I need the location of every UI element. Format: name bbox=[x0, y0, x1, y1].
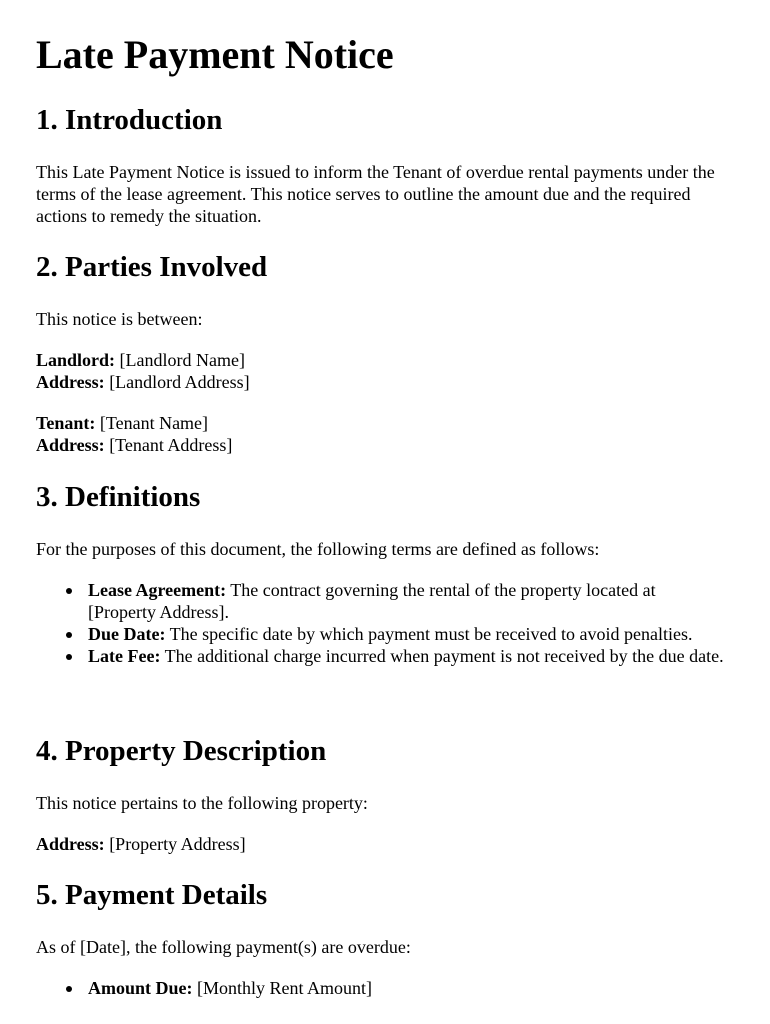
definition-text: The contract governing the rental of the property located at [Property Address]. bbox=[88, 580, 656, 622]
tenant-address: [Tenant Address] bbox=[104, 435, 233, 455]
bullet-icon bbox=[66, 986, 72, 992]
payment-term: Amount Due: bbox=[88, 978, 193, 998]
document-title: Late Payment Notice bbox=[36, 32, 394, 77]
bullet-icon bbox=[66, 654, 72, 660]
payment-list bbox=[36, 977, 736, 999]
landlord-name: [Landlord Name] bbox=[115, 350, 245, 370]
property-address-line bbox=[36, 833, 736, 855]
section-heading-definitions: 3. Definitions bbox=[36, 481, 201, 513]
tenant-name: [Tenant Name] bbox=[95, 413, 209, 433]
list-item bbox=[36, 977, 728, 999]
definition-term: Late Fee: bbox=[88, 646, 161, 666]
property-address-label: Address: bbox=[36, 834, 105, 854]
section-heading-introduction: 1. Introduction bbox=[36, 104, 223, 136]
landlord-block bbox=[36, 349, 736, 393]
section-heading-payment: 5. Payment Details bbox=[36, 879, 268, 911]
section-heading-property: 4. Property Description bbox=[36, 735, 327, 767]
introduction-paragraph: This Late Payment Notice is issued to inform the Tenant of overdue rental payments under the terms of the lease agreement. This notice serves to outline the amount due and the required actions to remedy the situation. bbox=[36, 162, 715, 226]
definitions-list bbox=[36, 579, 736, 667]
parties-intro: This notice is between: bbox=[36, 309, 203, 329]
definition-term: Lease Agreement: bbox=[88, 580, 227, 600]
property-address: [Property Address] bbox=[104, 834, 246, 854]
tenant-address-label: Address: bbox=[36, 435, 105, 455]
section-heading-parties: 2. Parties Involved bbox=[36, 251, 268, 283]
payment-value: [Monthly Rent Amount] bbox=[192, 978, 373, 998]
landlord-address: [Landlord Address] bbox=[104, 372, 250, 392]
property-intro: This notice pertains to the following property: bbox=[36, 793, 368, 813]
bullet-icon bbox=[66, 588, 72, 594]
definition-term: Due Date: bbox=[88, 624, 166, 644]
definition-text: The additional charge incurred when payment is not received by the due date. bbox=[160, 646, 724, 666]
tenant-block bbox=[36, 412, 736, 456]
payment-intro: As of [Date], the following payment(s) are overdue: bbox=[36, 937, 411, 957]
definitions-intro: For the purposes of this document, the following terms are defined as follows: bbox=[36, 539, 600, 559]
list-item bbox=[36, 623, 728, 645]
landlord-address-label: Address: bbox=[36, 372, 105, 392]
landlord-label: Landlord: bbox=[36, 350, 116, 370]
list-item bbox=[36, 579, 728, 623]
definition-text: The specific date by which payment must be received to avoid penalties. bbox=[165, 624, 693, 644]
bullet-icon bbox=[66, 632, 72, 638]
list-item bbox=[36, 645, 728, 667]
tenant-label: Tenant: bbox=[36, 413, 96, 433]
